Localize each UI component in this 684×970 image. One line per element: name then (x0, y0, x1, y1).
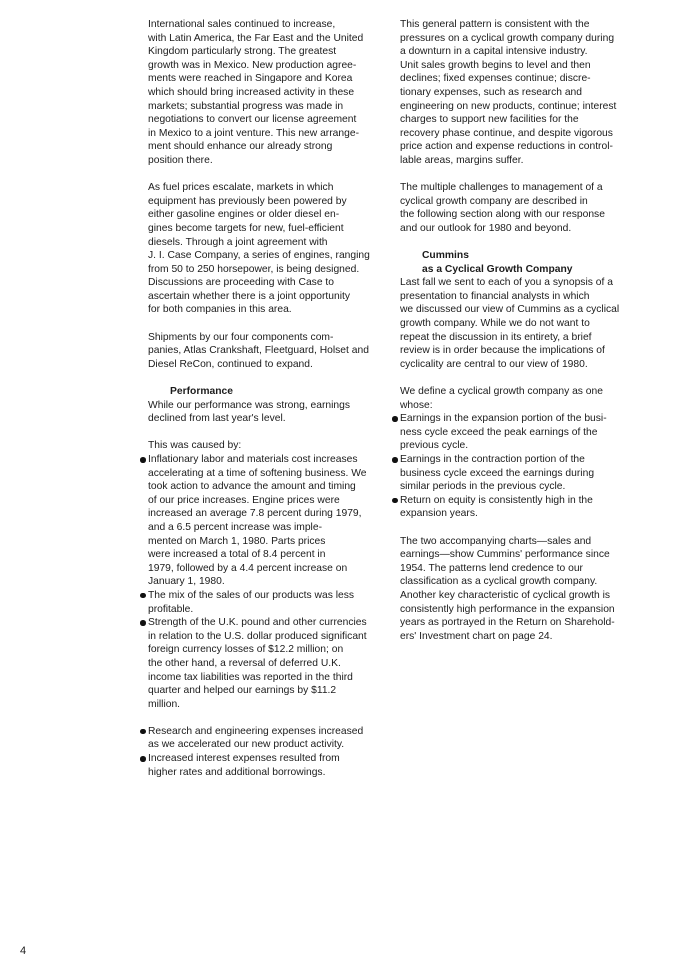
spacer (400, 521, 632, 535)
text-line: panies, Atlas Crankshaft, Fleetguard, Holset and (148, 345, 369, 357)
paragraph (400, 535, 632, 644)
text-line: earnings—show Cummins' performance since (400, 549, 610, 561)
text-line: we discussed our view of Cummins as a cyclical (400, 304, 620, 316)
text-line: Another key characteristic of cyclical growth is (400, 589, 611, 601)
text-line: the other hand, a reversal of deferred U.K. (148, 657, 341, 669)
text-line: ment should enhance our already strong (148, 141, 333, 153)
text-line: We define a cyclical growth company as one (400, 386, 603, 398)
text-line: and our outlook for 1980 and beyond. (400, 222, 572, 234)
text-line: Cummins (422, 250, 469, 262)
text-line: equipment has previously been powered by (148, 195, 347, 207)
bullet-item (400, 453, 632, 494)
text-line: Discussions are proceeding with Case to (148, 277, 335, 289)
text-line: presentation to financial analysts in which (400, 290, 590, 302)
text-line: This general pattern is consistent with the (400, 19, 590, 30)
text-line: as we accelerated our new product activity. (148, 739, 345, 751)
bullet-item (400, 412, 632, 453)
bullet-dot-icon (140, 620, 146, 626)
text-line: growth was in Mexico. New production agree- (148, 59, 357, 71)
text-line: a downturn in a capital intensive industry. (400, 46, 588, 58)
paragraph (400, 18, 632, 168)
bullet-dot-icon (140, 457, 146, 463)
text-line: foreign currency losses of $12.2 million; on (148, 644, 344, 656)
text-line: ness cycle exceed the peak earnings of the (400, 426, 598, 438)
text-line: classification as a cyclical growth company. (400, 576, 598, 588)
bullet-dot-icon (140, 593, 146, 599)
bullet-item (148, 616, 380, 711)
text-line: tionary expenses, such as research and (400, 86, 583, 98)
bullet-item (148, 752, 380, 779)
paragraph (400, 181, 632, 235)
bullet-item (400, 494, 632, 521)
text-line: review is in order because the implications of (400, 345, 605, 357)
text-line: 1954. The patterns lend credence to our (400, 562, 583, 574)
text-line: Increased interest expenses resulted from (148, 753, 340, 765)
text-line: quarter and helped our earnings by $11.2 (148, 685, 337, 697)
bullet-item (148, 589, 380, 616)
text-line: 1979, followed by a 4.4 percent increase on (148, 562, 348, 574)
text-line: cyclicality are central to our view of 1980. (400, 358, 588, 370)
text-line: Strength of the U.K. pound and other currencies (148, 617, 367, 629)
text-line: in relation to the U.S. dollar produced significant (148, 630, 367, 642)
text-line: While our performance was strong, earnings (148, 399, 351, 411)
text-line: Inflationary labor and materials cost increases (148, 454, 358, 465)
text-line: Earnings in the contraction portion of the (400, 454, 585, 465)
text-line: consistently high performance in the expansion (400, 603, 615, 615)
text-line: growth company. While we do not want to (400, 318, 590, 330)
text-line: Shipments by our four components com- (148, 331, 334, 343)
text-line: took action to advance the amount and timing (148, 481, 356, 493)
text-line: of our price increases. Engine prices were (148, 494, 340, 506)
text-line: Unit sales growth begins to level and then (400, 59, 591, 71)
paragraph (148, 181, 380, 317)
page-number: 4 (20, 945, 27, 957)
text-line: ments were reached in Singapore and Korea (148, 73, 353, 85)
text-line: recovery phase continue, and despite vigorous (400, 127, 613, 139)
text-line: expansion years. (400, 508, 478, 520)
text-line: gines become targets for new, fuel-efficient (148, 222, 344, 234)
text-line: Earnings in the expansion portion of the busi- (400, 413, 607, 425)
text-line: markets; substantial progress was made in (148, 100, 344, 112)
spacer (148, 711, 380, 725)
text-line: million. (148, 698, 181, 710)
text-line: ers' Investment chart on page 24. (400, 630, 553, 642)
text-line: Diesel ReCon, continued to expand. (148, 358, 313, 370)
text-line: declined from last year's level. (148, 413, 286, 425)
paragraph (400, 276, 632, 371)
right-column (400, 18, 632, 657)
text-line: income tax liabilities was reported in the third (148, 671, 353, 683)
text-line: The multiple challenges to management of a (400, 182, 603, 194)
text-line: pressures on a cyclical growth company during (400, 32, 615, 44)
text-line: for both companies in this area. (148, 304, 292, 316)
paragraph (400, 385, 632, 412)
text-line: Kingdom particularly strong. The greatest (148, 46, 337, 58)
text-line: Last fall we sent to each of you a synopsis of a (400, 277, 613, 289)
text-line: diesels. Through a joint agreement with (148, 236, 328, 248)
paragraph (148, 439, 380, 453)
text-line: lable areas, margins suffer. (400, 154, 524, 166)
bullet-dot-icon (140, 729, 146, 735)
text-line: cyclical growth company are described in (400, 195, 588, 207)
bullet-item (148, 725, 380, 752)
text-line: the following section along with our response (400, 209, 605, 221)
text-line: This was caused by: (148, 440, 242, 452)
bullet-dot-icon (392, 416, 398, 422)
text-line: Performance (170, 386, 233, 398)
paragraph (148, 18, 380, 168)
bullet-item (148, 453, 380, 589)
text-line: The two accompanying charts—sales and (400, 535, 592, 547)
text-line: previous cycle. (400, 440, 469, 452)
text-line: Return on equity is consistently high in the (400, 494, 593, 506)
section-heading (400, 249, 632, 276)
text-line: engineering on new products, continue; interest (400, 100, 617, 112)
text-line: with Latin America, the Far East and the United (148, 32, 364, 44)
text-line: as a Cyclical Growth Company (422, 263, 573, 275)
text-line: ascertain whether there is a joint opportunity (148, 290, 351, 302)
text-line: similar periods in the previous cycle. (400, 481, 566, 493)
text-line: negotiations to convert our license agreement (148, 114, 357, 126)
text-line: whose: (400, 399, 433, 411)
text-line: mented on March 1, 1980. Parts prices (148, 535, 326, 547)
text-line: years as portrayed in the Return on Sharehold- (400, 617, 615, 629)
text-line: International sales continued to increase, (148, 19, 336, 30)
text-line: business cycle exceed the earnings during (400, 467, 595, 479)
paragraph (148, 399, 380, 426)
text-line: accelerating at a time of softening business. We (148, 467, 367, 479)
bullet-dot-icon (140, 756, 146, 762)
text-line: which should bring increased activity in these (148, 86, 355, 98)
text-line: were increased a total of 8.4 percent in (148, 549, 326, 561)
text-line: either gasoline engines or older diesel en- (148, 209, 340, 221)
paragraph (148, 331, 380, 372)
text-line: profitable. (148, 603, 194, 615)
text-line: J. I. Case Company, a series of engines, ranging (148, 250, 370, 262)
left-column (148, 18, 380, 779)
text-line: increased an average 7.8 percent during 1979, (148, 508, 362, 520)
text-line: declines; fixed expenses continue; discre- (400, 73, 591, 85)
text-line: charges to support new facilities for the (400, 114, 579, 126)
text-line: Research and engineering expenses increased (148, 725, 364, 737)
bullet-dot-icon (392, 498, 398, 504)
text-line: higher rates and additional borrowings. (148, 766, 326, 778)
text-line: from 50 to 250 horsepower, is being designed. (148, 263, 360, 275)
text-line: The mix of the sales of our products was less (148, 589, 355, 601)
text-line: price action and expense reductions in control- (400, 141, 613, 153)
text-line: As fuel prices escalate, markets in which (148, 182, 334, 194)
text-line: January 1, 1980. (148, 576, 225, 588)
text-line: position there. (148, 154, 213, 166)
section-heading (148, 385, 380, 399)
text-line: repeat the discussion in its entirety, a brief (400, 331, 592, 343)
bullet-dot-icon (392, 457, 398, 463)
text-line: in Mexico to a joint venture. This new arrange- (148, 127, 360, 139)
text-line: and a 6.5 percent increase was imple- (148, 521, 322, 533)
